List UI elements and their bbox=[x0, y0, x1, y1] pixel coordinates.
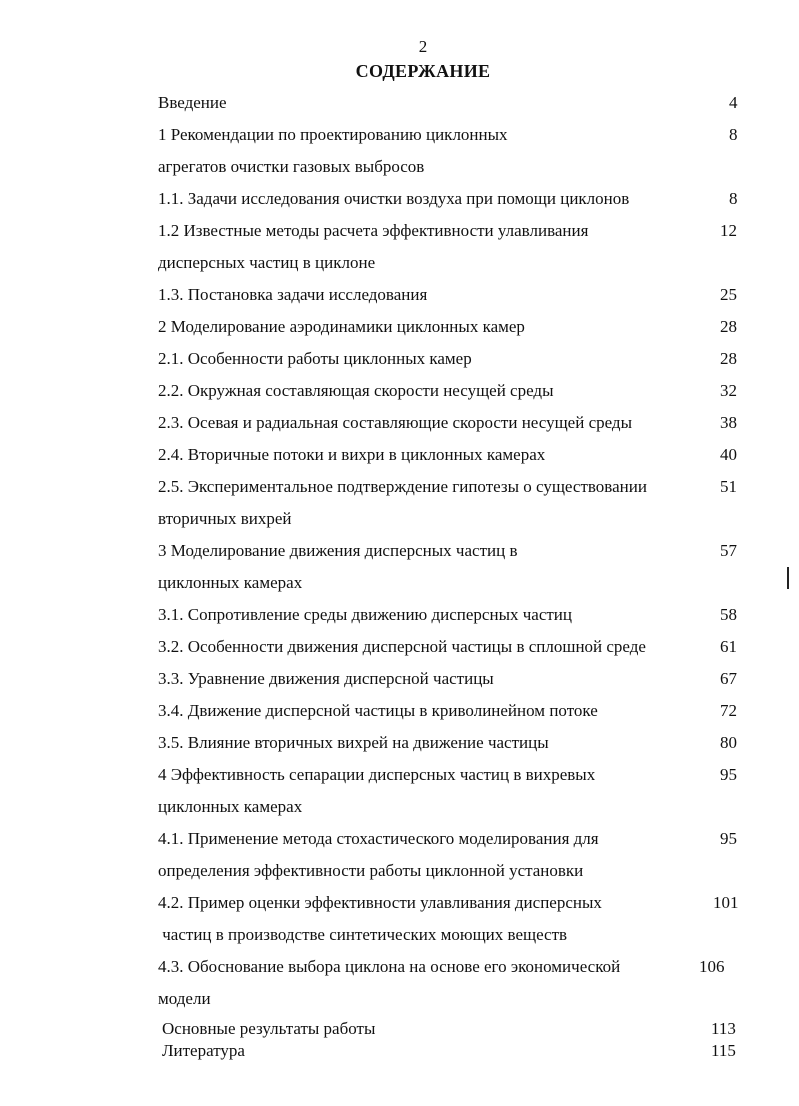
page-number: 2 bbox=[418, 37, 428, 56]
toc-page-3-1: 58 bbox=[720, 605, 737, 624]
toc-entry-introduction: Введение bbox=[158, 93, 227, 112]
toc-page-3-2: 61 bbox=[720, 637, 737, 656]
toc-entry-3-5: 3.5. Влияние вторичных вихрей на движение частицы bbox=[158, 733, 549, 752]
toc-entry-4-1-cont: определения эффективности работы циклонной установки bbox=[158, 861, 584, 880]
toc-page-2-1: 28 bbox=[720, 349, 737, 368]
toc-page-4-1: 95 bbox=[720, 829, 737, 848]
toc-page-2-2: 32 bbox=[720, 381, 737, 400]
toc-entry-2-5: 2.5. Экспериментальное подтверждение гипотезы о существовании bbox=[158, 477, 647, 496]
toc-page-1-2: 12 bbox=[720, 221, 737, 240]
toc-entry-chapter-3-cont: циклонных камерах bbox=[158, 573, 303, 592]
toc-page-chapter-2: 28 bbox=[720, 317, 737, 336]
toc-page-2-5: 51 bbox=[720, 477, 737, 496]
toc-entry-3-4: 3.4. Движение дисперсной частицы в криволинейном потоке bbox=[158, 701, 598, 720]
toc-page-1-3: 25 bbox=[720, 285, 737, 304]
toc-entry-chapter-2: 2 Моделирование аэродинамики циклонных камер bbox=[158, 317, 525, 336]
toc-page-2-4: 40 bbox=[720, 445, 737, 464]
toc-entry-2-4: 2.4. Вторичные потоки и вихри в циклонных камерах bbox=[158, 445, 546, 464]
toc-entry-4-2: 4.2. Пример оценки эффективности улавливания дисперсных bbox=[158, 893, 602, 912]
toc-entry-references: Литература bbox=[162, 1041, 245, 1060]
toc-entry-3-2: 3.2. Особенности движения дисперсной частицы в сплошной среде bbox=[158, 637, 646, 656]
toc-entry-4-3: 4.3. Обоснование выбора циклона на основе его экономической bbox=[158, 957, 621, 976]
toc-entry-1-1: 1.1. Задачи исследования очистки воздуха при помощи циклонов bbox=[158, 189, 630, 208]
toc-entry-3-1: 3.1. Сопротивление среды движению дисперсных частиц bbox=[158, 605, 573, 624]
toc-entry-4-2-cont: частиц в производстве синтетических моющих веществ bbox=[158, 925, 568, 944]
toc-entry-results: Основные результаты работы bbox=[162, 1019, 376, 1038]
toc-page-3-5: 80 bbox=[720, 733, 737, 752]
toc-entry-2-1: 2.1. Особенности работы циклонных камер bbox=[158, 349, 472, 368]
toc-entry-1-2-cont: дисперсных частиц в циклоне bbox=[158, 253, 376, 272]
toc-page-chapter-4: 95 bbox=[720, 765, 737, 784]
toc-entry-chapter-1-cont: агрегатов очистки газовых выбросов bbox=[158, 157, 425, 176]
page-title: СОДЕРЖАНИЕ bbox=[355, 61, 491, 81]
toc-entry-2-3: 2.3. Осевая и радиальная составляющие скорости несущей среды bbox=[158, 413, 633, 432]
toc-page-references: 115 bbox=[711, 1041, 736, 1060]
toc-entry-2-5-cont: вторичных вихрей bbox=[158, 509, 292, 528]
toc-page-chapter-1: 8 bbox=[729, 125, 738, 144]
toc-page-1-1: 8 bbox=[729, 189, 738, 208]
toc-entry-chapter-1: 1 Рекомендации по проектированию циклонных bbox=[158, 125, 508, 144]
toc-page-introduction: 4 bbox=[729, 93, 738, 112]
toc-entry-1-3: 1.3. Постановка задачи исследования bbox=[158, 285, 428, 304]
toc-entry-chapter-4: 4 Эффективность сепарации дисперсных частиц в вихревых bbox=[158, 765, 596, 784]
toc-page-3-3: 67 bbox=[720, 669, 737, 688]
toc-page-2-3: 38 bbox=[720, 413, 737, 432]
toc-page-3-4: 72 bbox=[720, 701, 737, 720]
toc-entry-3-3: 3.3. Уравнение движения дисперсной частицы bbox=[158, 669, 494, 688]
toc-page-results: 113 bbox=[711, 1019, 736, 1038]
scan-margin-mark bbox=[787, 567, 789, 589]
toc-entry-4-1: 4.1. Применение метода стохастического моделирования для bbox=[158, 829, 599, 848]
toc-page-4-3: 106 bbox=[699, 957, 725, 976]
toc-entry-1-2: 1.2 Известные методы расчета эффективности улавливания bbox=[158, 221, 589, 240]
toc-entry-4-3-cont: модели bbox=[158, 989, 211, 1008]
toc-entry-chapter-4-cont: циклонных камерах bbox=[158, 797, 303, 816]
toc-entry-2-2: 2.2. Окружная составляющая скорости несущей среды bbox=[158, 381, 554, 400]
toc-entry-chapter-3: 3 Моделирование движения дисперсных частиц в bbox=[158, 541, 518, 560]
toc-page-chapter-3: 57 bbox=[720, 541, 737, 560]
toc-page-4-2: 101 bbox=[713, 893, 739, 912]
